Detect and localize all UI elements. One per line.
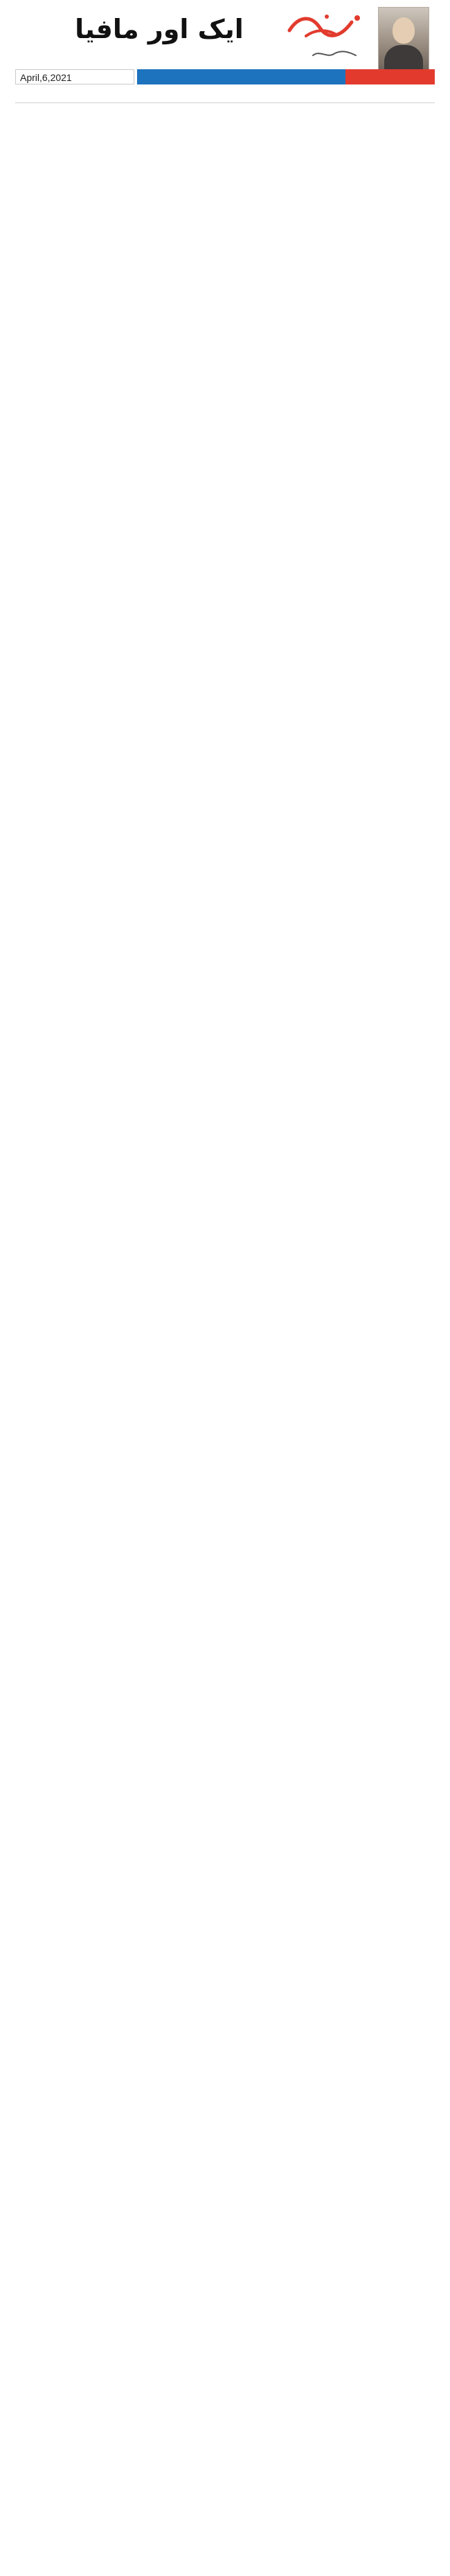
date-color-bar — [137, 69, 435, 84]
article-paragraph-2 — [15, 141, 435, 165]
publication-date: April,6,2021 — [15, 69, 134, 84]
article-body — [15, 111, 435, 2568]
columnist-portrait-icon — [378, 7, 429, 72]
article-paragraph-5 — [15, 233, 435, 256]
portrait-body-shape — [384, 45, 423, 72]
article-paragraph-8 — [15, 324, 435, 348]
contact-row — [15, 87, 435, 100]
article-headline: ایک اور مافیا — [75, 14, 244, 44]
article-paragraph-6 — [15, 263, 435, 287]
article-paragraph-1 — [15, 111, 435, 134]
article-paragraph-4 — [15, 202, 435, 226]
article-paragraph-3 — [15, 172, 435, 195]
article-paragraph-9 — [15, 355, 435, 378]
portrait-head-shape — [393, 17, 415, 44]
column-header — [15, 0, 435, 103]
columnist-signature-icon — [310, 48, 359, 60]
article-paragraph-7 — [15, 294, 435, 317]
